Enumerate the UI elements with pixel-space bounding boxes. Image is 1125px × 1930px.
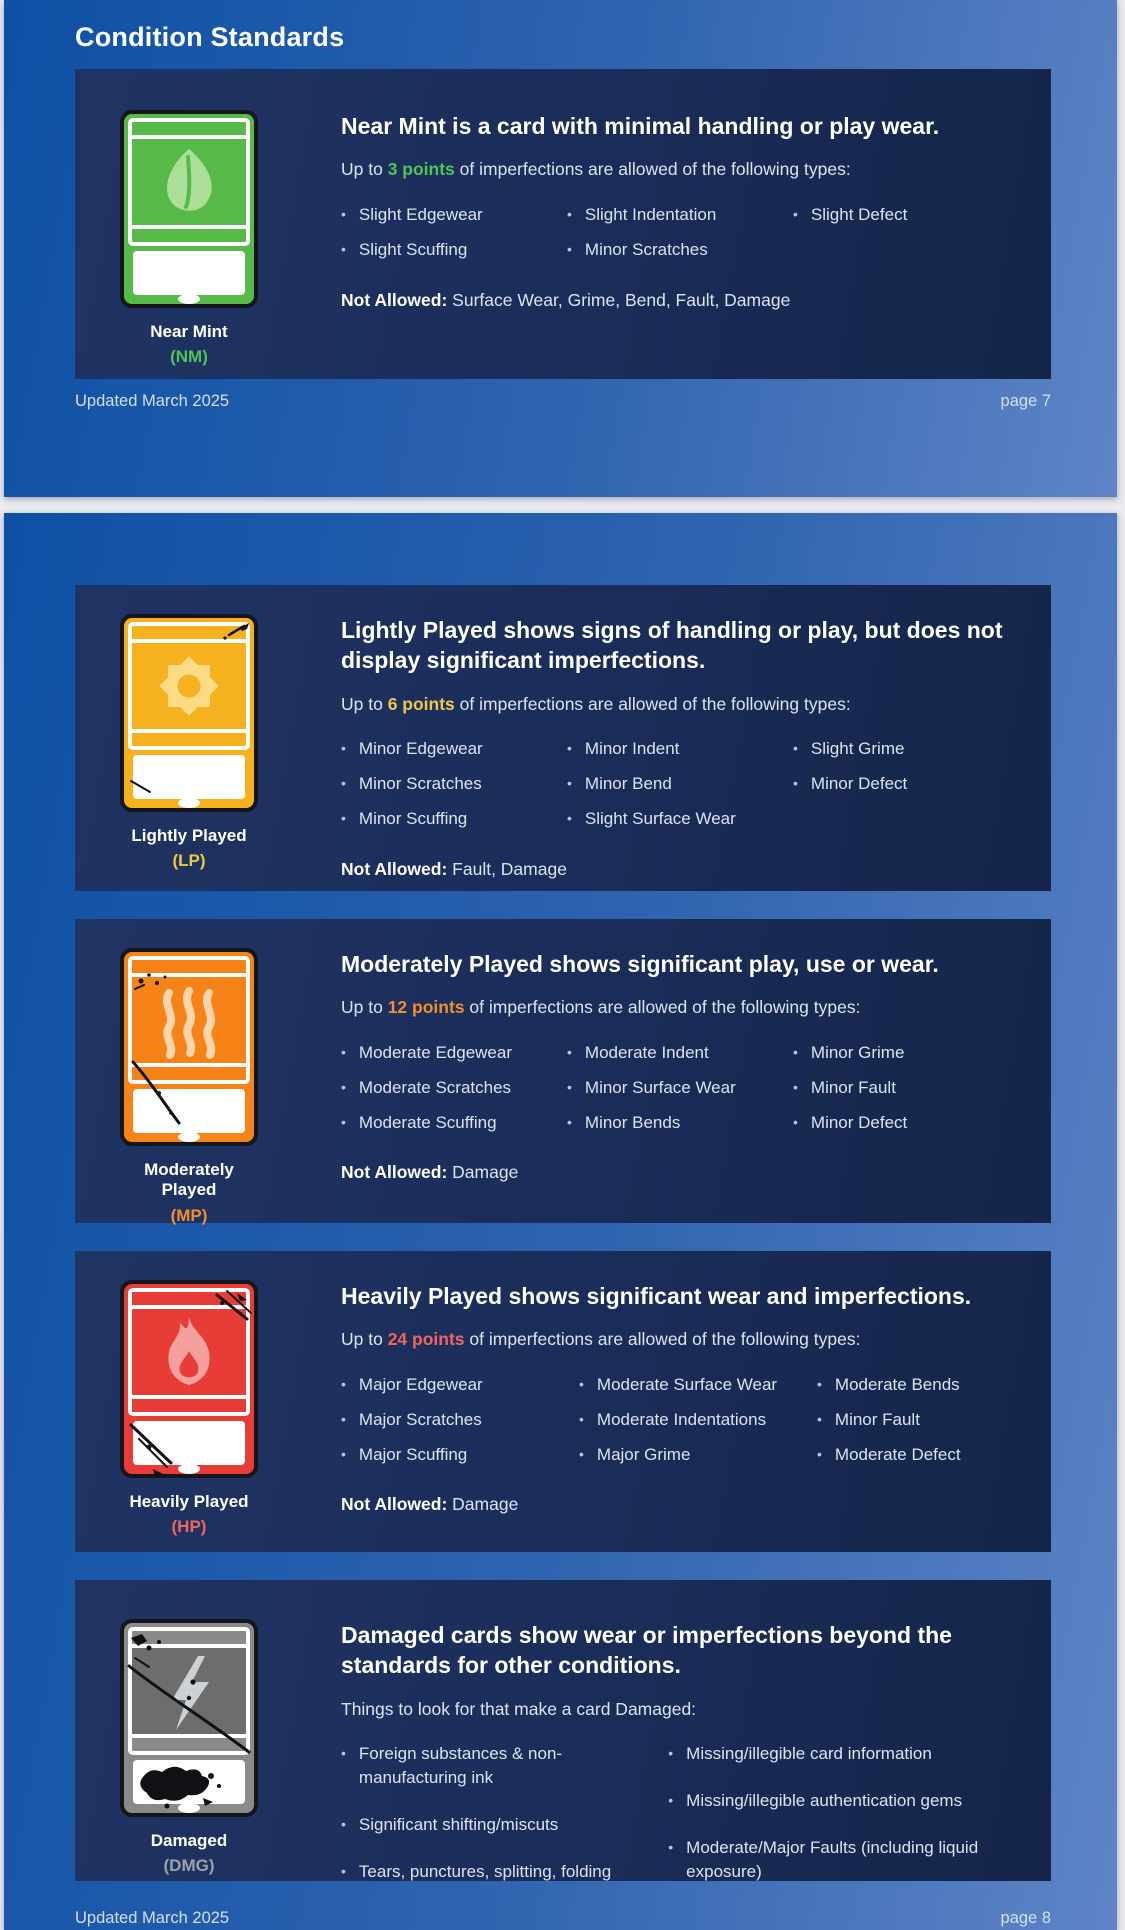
imperfection-column <box>341 203 567 273</box>
condition-panel-near-mint <box>75 69 1051 379</box>
condition-card-figure <box>119 109 341 367</box>
bullet-item: • Minor Defect <box>793 772 1005 796</box>
bullet-item: • Moderate/Major Faults (including liquid exposure) <box>668 1836 1001 1884</box>
bullet-item: • Moderate Scuffing <box>341 1111 553 1135</box>
bullet-icon: • <box>793 1078 798 1095</box>
condition-name: Heavily Played <box>129 1492 249 1511</box>
bullet-icon: • <box>567 740 572 757</box>
imperfection-column <box>817 1373 1055 1477</box>
bullet-item: • Significant shifting/miscuts <box>341 1813 618 1837</box>
bullet-item: • Moderate Scratches <box>341 1076 553 1100</box>
bullet-icon: • <box>793 740 798 757</box>
bullet-icon: • <box>793 1113 798 1130</box>
condition-headline: Damaged cards show wear or imperfections beyond the standards for other conditions. <box>341 1622 952 1679</box>
imperfection-column <box>793 1041 1019 1145</box>
bullet-item: • Slight Edgewear <box>341 203 553 227</box>
imperfection-column <box>567 1041 793 1145</box>
bullet-item: • Moderate Indentations <box>579 1408 803 1432</box>
condition-card-figure <box>119 1279 341 1537</box>
bullet-icon: • <box>341 1862 346 1879</box>
bullet-item: • Minor Fault <box>793 1076 1005 1100</box>
condition-name: Moderately Played <box>144 1160 234 1200</box>
bullet-icon: • <box>579 1375 584 1392</box>
bullet-icon: • <box>567 1043 572 1060</box>
condition-panel-damaged <box>75 1580 1051 1881</box>
flame-icon <box>119 1279 259 1479</box>
bullet-icon: • <box>341 1043 346 1060</box>
condition-headline: Heavily Played shows significant wear and imperfections. <box>341 1283 972 1309</box>
bullet-icon: • <box>341 1815 346 1832</box>
imperfection-column <box>793 737 1019 841</box>
bullet-item: • Minor Bends <box>567 1111 779 1135</box>
points-line: Up to 24 points of imperfections are allowed of the following types: <box>341 1329 861 1350</box>
bullet-icon: • <box>341 1410 346 1427</box>
bullet-icon: • <box>567 1113 572 1130</box>
things-to-look-for-line: Things to look for that make a card Damaged: <box>341 1698 697 1719</box>
document-page-8 <box>4 513 1117 1930</box>
bullet-icon: • <box>567 775 572 792</box>
condition-panel-lightly-played <box>75 585 1051 891</box>
bullet-icon: • <box>579 1410 584 1427</box>
bullet-item: • Moderate Edgewear <box>341 1041 553 1065</box>
bullet-item: • Slight Scuffing <box>341 238 553 262</box>
bullet-icon: • <box>579 1445 584 1462</box>
bullet-item: • Missing/illegible card information <box>668 1742 1001 1766</box>
condition-code: (DMG) <box>163 1856 215 1876</box>
bullet-icon: • <box>567 809 572 826</box>
condition-card-figure <box>119 613 341 871</box>
not-allowed-line: Not Allowed: Damage <box>341 1494 519 1515</box>
condition-name: Damaged <box>150 1831 228 1850</box>
bullet-item: • Foreign substances & non-manufacturing ink <box>341 1742 618 1790</box>
points-value: 12 points <box>387 997 465 1018</box>
bullet-item: • Minor Bend <box>567 772 779 796</box>
bullet-icon: • <box>668 1792 674 1809</box>
imperfection-column <box>341 1742 632 1906</box>
bullet-icon: • <box>341 1113 346 1130</box>
bullet-icon: • <box>341 240 346 257</box>
imperfection-columns <box>341 1373 1015 1477</box>
bullet-item: • Minor Edgewear <box>341 737 553 761</box>
bullet-icon: • <box>668 1745 674 1762</box>
imperfection-column <box>341 737 567 841</box>
bullet-item: • Minor Surface Wear <box>567 1076 779 1100</box>
bullet-item: • Slight Grime <box>793 737 1005 761</box>
bullet-item: • Minor Defect <box>793 1111 1005 1135</box>
bullet-item: • Moderate Bends <box>817 1373 1041 1397</box>
condition-headline: Near Mint is a card with minimal handling or play wear. <box>341 113 940 139</box>
bullet-icon: • <box>817 1375 822 1392</box>
points-value: 6 points <box>387 693 455 714</box>
bullet-icon: • <box>341 775 346 792</box>
bullet-item: • Minor Fault <box>817 1408 1041 1432</box>
bullet-item: • Major Grime <box>579 1443 803 1467</box>
bullet-icon: • <box>793 775 798 792</box>
bullet-item: • Tears, punctures, splitting, folding <box>341 1860 618 1884</box>
condition-name: Near Mint <box>150 322 228 341</box>
condition-code: (NM) <box>170 347 208 367</box>
bullet-item: • Slight Surface Wear <box>567 807 779 831</box>
not-allowed-line: Not Allowed: Fault, Damage <box>341 858 567 879</box>
bullet-icon: • <box>341 1445 346 1462</box>
not-allowed-line: Not Allowed: Surface Wear, Grime, Bend, Fault, Damage <box>341 289 791 310</box>
bullet-item: • Minor Scratches <box>341 772 553 796</box>
imperfection-column <box>341 1373 579 1477</box>
condition-code: (LP) <box>172 851 206 871</box>
condition-panel-moderately-played <box>75 919 1051 1223</box>
updated-label: Updated March 2025 <box>75 1909 230 1927</box>
bullet-icon: • <box>341 1078 346 1095</box>
steam-icon <box>119 947 259 1147</box>
points-line: Up to 3 points of imperfections are allowed of the following types: <box>341 159 851 180</box>
imperfection-column <box>341 1041 567 1145</box>
bullet-item: • Major Scratches <box>341 1408 565 1432</box>
imperfection-column <box>579 1373 817 1477</box>
bullet-icon: • <box>817 1445 822 1462</box>
condition-headline: Moderately Played shows significant play, use or wear. <box>341 951 939 977</box>
not-allowed-line: Not Allowed: Damage <box>341 1162 519 1183</box>
bullet-item: • Minor Grime <box>793 1041 1005 1065</box>
page-footer <box>75 1909 1051 1928</box>
bullet-item: • Minor Scratches <box>567 238 779 262</box>
page-title: Condition Standards <box>75 22 345 52</box>
condition-code: (HP) <box>171 1517 207 1537</box>
bullet-item: • Moderate Indent <box>567 1041 779 1065</box>
page-number: page 7 <box>1000 392 1051 410</box>
bullet-item: • Moderate Surface Wear <box>579 1373 803 1397</box>
sun-icon <box>119 613 259 813</box>
imperfection-columns <box>341 1742 1015 1906</box>
bullet-icon: • <box>567 1078 572 1095</box>
bullet-icon: • <box>567 240 572 257</box>
condition-panel-heavily-played <box>75 1251 1051 1552</box>
page-footer <box>75 392 1051 411</box>
imperfection-columns <box>341 203 1015 273</box>
condition-card-figure <box>119 1618 341 1876</box>
imperfection-column <box>793 203 1019 273</box>
condition-code: (MP) <box>170 1205 208 1225</box>
bullet-item: • Major Edgewear <box>341 1373 565 1397</box>
imperfection-column <box>567 203 793 273</box>
imperfection-columns <box>341 737 1015 841</box>
points-line: Up to 12 points of imperfections are allowed of the following types: <box>341 997 861 1018</box>
bullet-item: • Minor Indent <box>567 737 779 761</box>
points-value: 3 points <box>387 159 455 180</box>
bullet-item: • Slight Indentation <box>567 203 779 227</box>
bullet-item: • Slight Defect <box>793 203 1005 227</box>
bullet-icon: • <box>341 809 346 826</box>
imperfection-columns <box>341 1041 1015 1145</box>
bullet-icon: • <box>341 1375 346 1392</box>
condition-name: Lightly Played <box>131 826 247 845</box>
bullet-icon: • <box>341 740 346 757</box>
bullet-item: • Minor Scuffing <box>341 807 553 831</box>
updated-label: Updated March 2025 <box>75 392 230 410</box>
points-value: 24 points <box>387 1329 465 1350</box>
bullet-icon: • <box>567 205 572 222</box>
imperfection-column <box>668 1742 1015 1906</box>
bullet-item: • Major Scuffing <box>341 1443 565 1467</box>
bullet-icon: • <box>817 1410 822 1427</box>
bullet-icon: • <box>341 1745 346 1762</box>
lightning-icon <box>119 1618 259 1818</box>
bullet-icon: • <box>793 1043 798 1060</box>
condition-headline: Lightly Played shows signs of handling or play, but does not display significant imperfections. <box>341 617 1003 674</box>
leaf-icon <box>119 109 259 309</box>
condition-card-figure <box>119 947 341 1225</box>
bullet-item: • Moderate Defect <box>817 1443 1041 1467</box>
imperfection-column <box>567 737 793 841</box>
document-page-7 <box>4 0 1117 497</box>
points-line: Up to 6 points of imperfections are allowed of the following types: <box>341 693 851 714</box>
page-number: page 8 <box>1000 1909 1051 1927</box>
bullet-icon: • <box>341 205 346 222</box>
bullet-icon: • <box>668 1838 674 1855</box>
bullet-icon: • <box>793 205 798 222</box>
bullet-item: • Missing/illegible authentication gems <box>668 1789 1001 1813</box>
